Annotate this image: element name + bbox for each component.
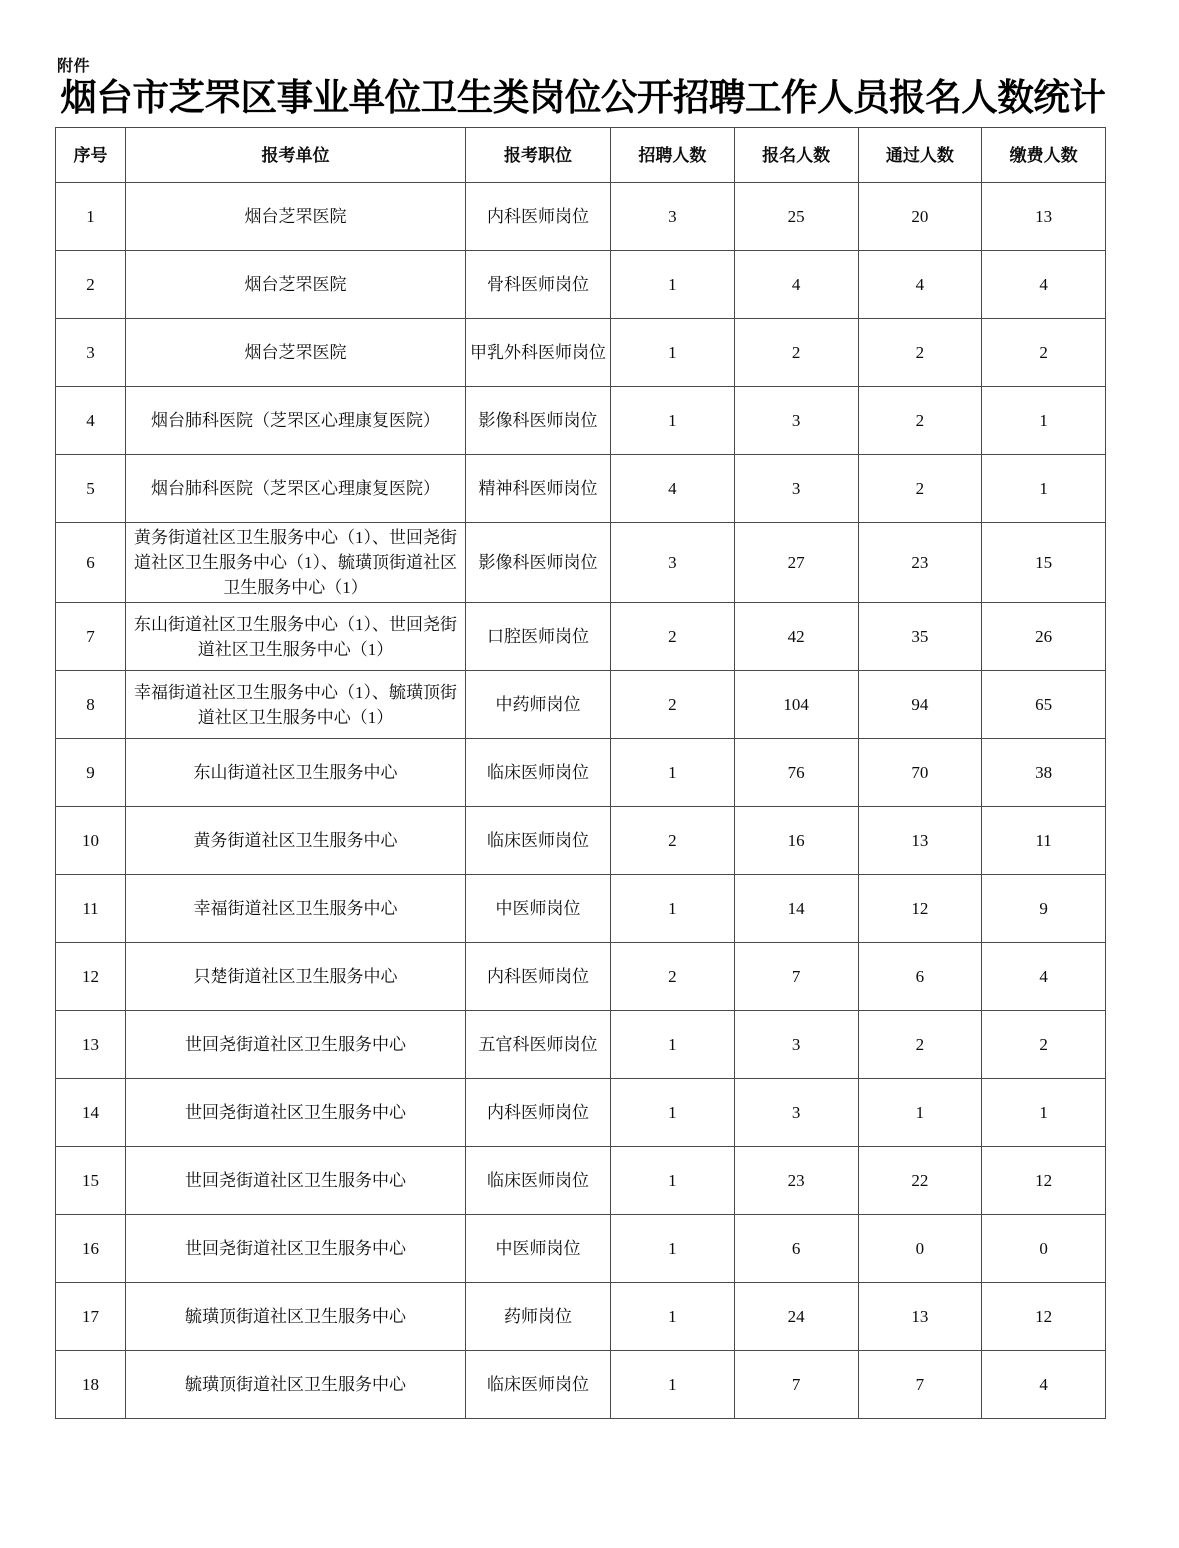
cell-post: 甲乳外科医师岗位 — [466, 319, 611, 387]
cell-unit: 毓璜顶街道社区卫生服务中心 — [126, 1351, 466, 1419]
table-header — [56, 128, 1106, 183]
cell-post: 临床医师岗位 — [466, 807, 611, 875]
cell-applied: 16 — [734, 807, 858, 875]
cell-recruit: 3 — [611, 183, 735, 251]
cell-paid: 0 — [982, 1215, 1106, 1283]
cell-recruit: 3 — [611, 523, 735, 603]
cell-recruit: 1 — [611, 739, 735, 807]
cell-seq: 8 — [56, 671, 126, 739]
cell-post: 中医师岗位 — [466, 875, 611, 943]
cell-unit: 幸福街道社区卫生服务中心 — [126, 875, 466, 943]
cell-applied: 25 — [734, 183, 858, 251]
cell-passed: 0 — [858, 1215, 982, 1283]
cell-seq: 12 — [56, 943, 126, 1011]
cell-post: 内科医师岗位 — [466, 1079, 611, 1147]
cell-applied: 76 — [734, 739, 858, 807]
cell-seq: 4 — [56, 387, 126, 455]
cell-post: 内科医师岗位 — [466, 183, 611, 251]
cell-seq: 11 — [56, 875, 126, 943]
cell-seq: 1 — [56, 183, 126, 251]
cell-recruit: 1 — [611, 251, 735, 319]
cell-paid: 12 — [982, 1147, 1106, 1215]
cell-seq: 9 — [56, 739, 126, 807]
table-header-row — [56, 128, 1106, 183]
cell-passed: 13 — [858, 1283, 982, 1351]
cell-unit: 烟台肺科医院（芝罘区心理康复医院） — [126, 387, 466, 455]
cell-seq: 13 — [56, 1011, 126, 1079]
cell-applied: 7 — [734, 1351, 858, 1419]
cell-unit: 世回尧街道社区卫生服务中心 — [126, 1079, 466, 1147]
cell-seq: 6 — [56, 523, 126, 603]
column-header-unit: 报考单位 — [126, 128, 466, 183]
cell-seq: 7 — [56, 603, 126, 671]
cell-post: 中医师岗位 — [466, 1215, 611, 1283]
cell-unit: 烟台芝罘医院 — [126, 251, 466, 319]
cell-seq: 14 — [56, 1079, 126, 1147]
cell-seq: 18 — [56, 1351, 126, 1419]
cell-unit: 世回尧街道社区卫生服务中心 — [126, 1147, 466, 1215]
cell-unit: 黄务街道社区卫生服务中心（1）、世回尧街道社区卫生服务中心（1）、毓璜顶街道社区卫生服务中心（1） — [126, 523, 466, 603]
cell-paid: 4 — [982, 1351, 1106, 1419]
table-row — [56, 183, 1106, 251]
cell-applied: 7 — [734, 943, 858, 1011]
cell-applied: 2 — [734, 319, 858, 387]
cell-recruit: 1 — [611, 1011, 735, 1079]
cell-applied: 4 — [734, 251, 858, 319]
column-header-recruit: 招聘人数 — [611, 128, 735, 183]
cell-paid: 12 — [982, 1283, 1106, 1351]
cell-recruit: 1 — [611, 319, 735, 387]
cell-passed: 4 — [858, 251, 982, 319]
cell-unit: 烟台芝罘医院 — [126, 319, 466, 387]
cell-seq: 3 — [56, 319, 126, 387]
cell-passed: 20 — [858, 183, 982, 251]
cell-paid: 9 — [982, 875, 1106, 943]
cell-unit: 只楚街道社区卫生服务中心 — [126, 943, 466, 1011]
cell-paid: 1 — [982, 1079, 1106, 1147]
table-row — [56, 1351, 1106, 1419]
cell-applied: 23 — [734, 1147, 858, 1215]
cell-paid: 4 — [982, 251, 1106, 319]
cell-passed: 6 — [858, 943, 982, 1011]
cell-post: 内科医师岗位 — [466, 943, 611, 1011]
table-row — [56, 875, 1106, 943]
cell-post: 临床医师岗位 — [466, 739, 611, 807]
cell-recruit: 1 — [611, 387, 735, 455]
cell-passed: 13 — [858, 807, 982, 875]
cell-passed: 22 — [858, 1147, 982, 1215]
table-row — [56, 319, 1106, 387]
cell-paid: 4 — [982, 943, 1106, 1011]
cell-passed: 35 — [858, 603, 982, 671]
cell-passed: 94 — [858, 671, 982, 739]
cell-applied: 3 — [734, 455, 858, 523]
cell-seq: 17 — [56, 1283, 126, 1351]
cell-passed: 7 — [858, 1351, 982, 1419]
cell-paid: 2 — [982, 1011, 1106, 1079]
cell-recruit: 2 — [611, 807, 735, 875]
table-body — [56, 183, 1106, 1419]
cell-unit: 黄务街道社区卫生服务中心 — [126, 807, 466, 875]
attachment-label: 附件 — [57, 58, 91, 75]
cell-recruit: 1 — [611, 1351, 735, 1419]
cell-post: 影像科医师岗位 — [466, 387, 611, 455]
table-row — [56, 455, 1106, 523]
cell-unit: 毓璜顶街道社区卫生服务中心 — [126, 1283, 466, 1351]
table-row — [56, 1011, 1106, 1079]
cell-unit: 东山街道社区卫生服务中心 — [126, 739, 466, 807]
cell-unit: 东山街道社区卫生服务中心（1）、世回尧街道社区卫生服务中心（1） — [126, 603, 466, 671]
column-header-seq: 序号 — [56, 128, 126, 183]
cell-post: 药师岗位 — [466, 1283, 611, 1351]
cell-unit: 世回尧街道社区卫生服务中心 — [126, 1215, 466, 1283]
cell-post: 影像科医师岗位 — [466, 523, 611, 603]
table-row — [56, 523, 1106, 603]
column-header-passed: 通过人数 — [858, 128, 982, 183]
cell-seq: 16 — [56, 1215, 126, 1283]
cell-applied: 24 — [734, 1283, 858, 1351]
statistics-table — [55, 127, 1106, 1419]
table-row — [56, 807, 1106, 875]
cell-post: 精神科医师岗位 — [466, 455, 611, 523]
cell-paid: 38 — [982, 739, 1106, 807]
cell-recruit: 1 — [611, 1079, 735, 1147]
column-header-post: 报考职位 — [466, 128, 611, 183]
cell-recruit: 2 — [611, 603, 735, 671]
cell-passed: 70 — [858, 739, 982, 807]
cell-recruit: 1 — [611, 1215, 735, 1283]
cell-post: 骨科医师岗位 — [466, 251, 611, 319]
cell-unit: 世回尧街道社区卫生服务中心 — [126, 1011, 466, 1079]
cell-paid: 15 — [982, 523, 1106, 603]
table-row — [56, 1079, 1106, 1147]
cell-paid: 65 — [982, 671, 1106, 739]
table-row — [56, 1283, 1106, 1351]
cell-recruit: 2 — [611, 943, 735, 1011]
cell-post: 口腔医师岗位 — [466, 603, 611, 671]
cell-paid: 1 — [982, 387, 1106, 455]
cell-applied: 3 — [734, 1079, 858, 1147]
cell-passed: 1 — [858, 1079, 982, 1147]
table-row — [56, 943, 1106, 1011]
cell-seq: 15 — [56, 1147, 126, 1215]
cell-recruit: 1 — [611, 1283, 735, 1351]
cell-applied: 3 — [734, 1011, 858, 1079]
cell-post: 五官科医师岗位 — [466, 1011, 611, 1079]
cell-passed: 12 — [858, 875, 982, 943]
cell-paid: 13 — [982, 183, 1106, 251]
cell-seq: 10 — [56, 807, 126, 875]
column-header-applied: 报名人数 — [734, 128, 858, 183]
cell-post: 临床医师岗位 — [466, 1351, 611, 1419]
table-row — [56, 603, 1106, 671]
table-row — [56, 387, 1106, 455]
cell-post: 中药师岗位 — [466, 671, 611, 739]
cell-unit: 幸福街道社区卫生服务中心（1）、毓璜顶街道社区卫生服务中心（1） — [126, 671, 466, 739]
cell-seq: 2 — [56, 251, 126, 319]
cell-passed: 2 — [858, 319, 982, 387]
cell-applied: 14 — [734, 875, 858, 943]
table-row — [56, 671, 1106, 739]
cell-recruit: 2 — [611, 671, 735, 739]
cell-recruit: 4 — [611, 455, 735, 523]
cell-paid: 26 — [982, 603, 1106, 671]
cell-post: 临床医师岗位 — [466, 1147, 611, 1215]
cell-unit: 烟台肺科医院（芝罘区心理康复医院） — [126, 455, 466, 523]
table-row — [56, 1147, 1106, 1215]
page-title: 烟台市芝罘区事业单位卫生类岗位公开招聘工作人员报名人数统计 — [60, 78, 1106, 119]
table-row — [56, 1215, 1106, 1283]
cell-recruit: 1 — [611, 1147, 735, 1215]
cell-unit: 烟台芝罘医院 — [126, 183, 466, 251]
column-header-paid: 缴费人数 — [982, 128, 1106, 183]
cell-paid: 11 — [982, 807, 1106, 875]
statistics-table-container — [55, 127, 1105, 1419]
cell-recruit: 1 — [611, 875, 735, 943]
cell-applied: 6 — [734, 1215, 858, 1283]
cell-seq: 5 — [56, 455, 126, 523]
cell-passed: 23 — [858, 523, 982, 603]
table-row — [56, 739, 1106, 807]
cell-paid: 2 — [982, 319, 1106, 387]
cell-passed: 2 — [858, 1011, 982, 1079]
cell-paid: 1 — [982, 455, 1106, 523]
cell-applied: 3 — [734, 387, 858, 455]
cell-applied: 27 — [734, 523, 858, 603]
cell-applied: 104 — [734, 671, 858, 739]
cell-passed: 2 — [858, 455, 982, 523]
table-row — [56, 251, 1106, 319]
cell-applied: 42 — [734, 603, 858, 671]
cell-passed: 2 — [858, 387, 982, 455]
